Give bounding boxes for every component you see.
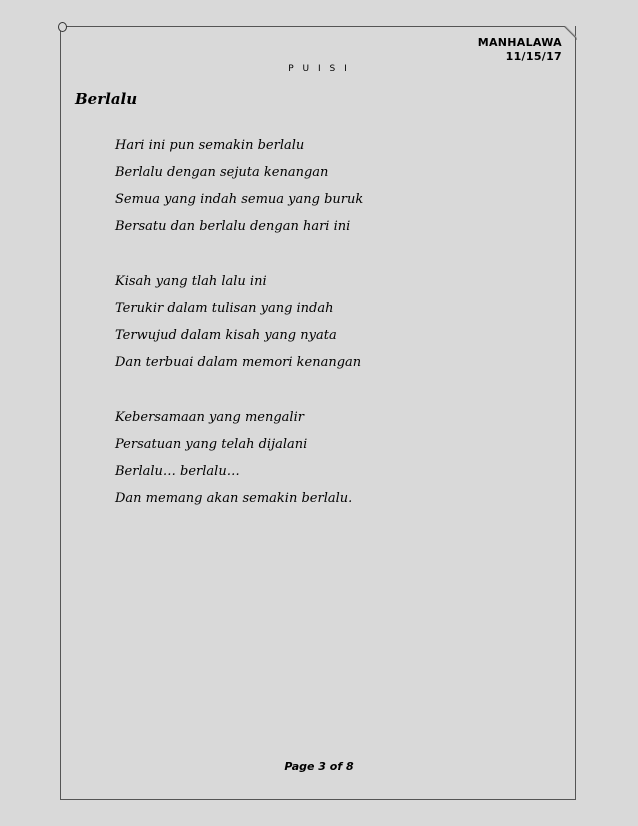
poem-line: Berlalu… berlalu…	[115, 464, 240, 479]
author-name: MANHALAWA	[477, 36, 562, 49]
poem-line: Persatuan yang telah dijalani	[115, 437, 308, 452]
stanza	[115, 132, 363, 240]
poem-line: Berlalu dengan sejuta kenangan	[115, 165, 329, 180]
poem-line: Hari ini pun semakin berlalu	[115, 138, 305, 153]
folded-corner-icon	[563, 26, 577, 40]
poem-line: Dan memang akan semakin berlalu.	[115, 491, 353, 506]
document-date: 11/15/17	[505, 50, 562, 63]
page-frame-top-edge	[60, 26, 565, 27]
poem-line: Kisah yang tlah lalu ini	[115, 274, 267, 289]
poem-body	[115, 132, 363, 512]
poem-title: Berlalu	[75, 90, 138, 108]
poem-line: Kebersamaan yang mengalir	[115, 410, 304, 425]
poem-line: Terukir dalam tulisan yang indah	[115, 301, 334, 316]
stanza	[115, 404, 363, 512]
stanza	[115, 268, 363, 376]
poem-line: Dan terbuai dalam memori kenangan	[115, 355, 362, 370]
stanza-divider	[115, 240, 363, 268]
section-label: P U I S I	[288, 64, 350, 74]
poem-line: Terwujud dalam kisah yang nyata	[115, 328, 337, 343]
poem-line: Bersatu dan berlalu dengan hari ini	[115, 219, 351, 234]
poem-line: Semua yang indah semua yang buruk	[115, 192, 364, 207]
page-number: Page 3 of 8	[284, 760, 354, 773]
pin-icon	[58, 22, 67, 32]
stanza-divider	[115, 376, 363, 404]
